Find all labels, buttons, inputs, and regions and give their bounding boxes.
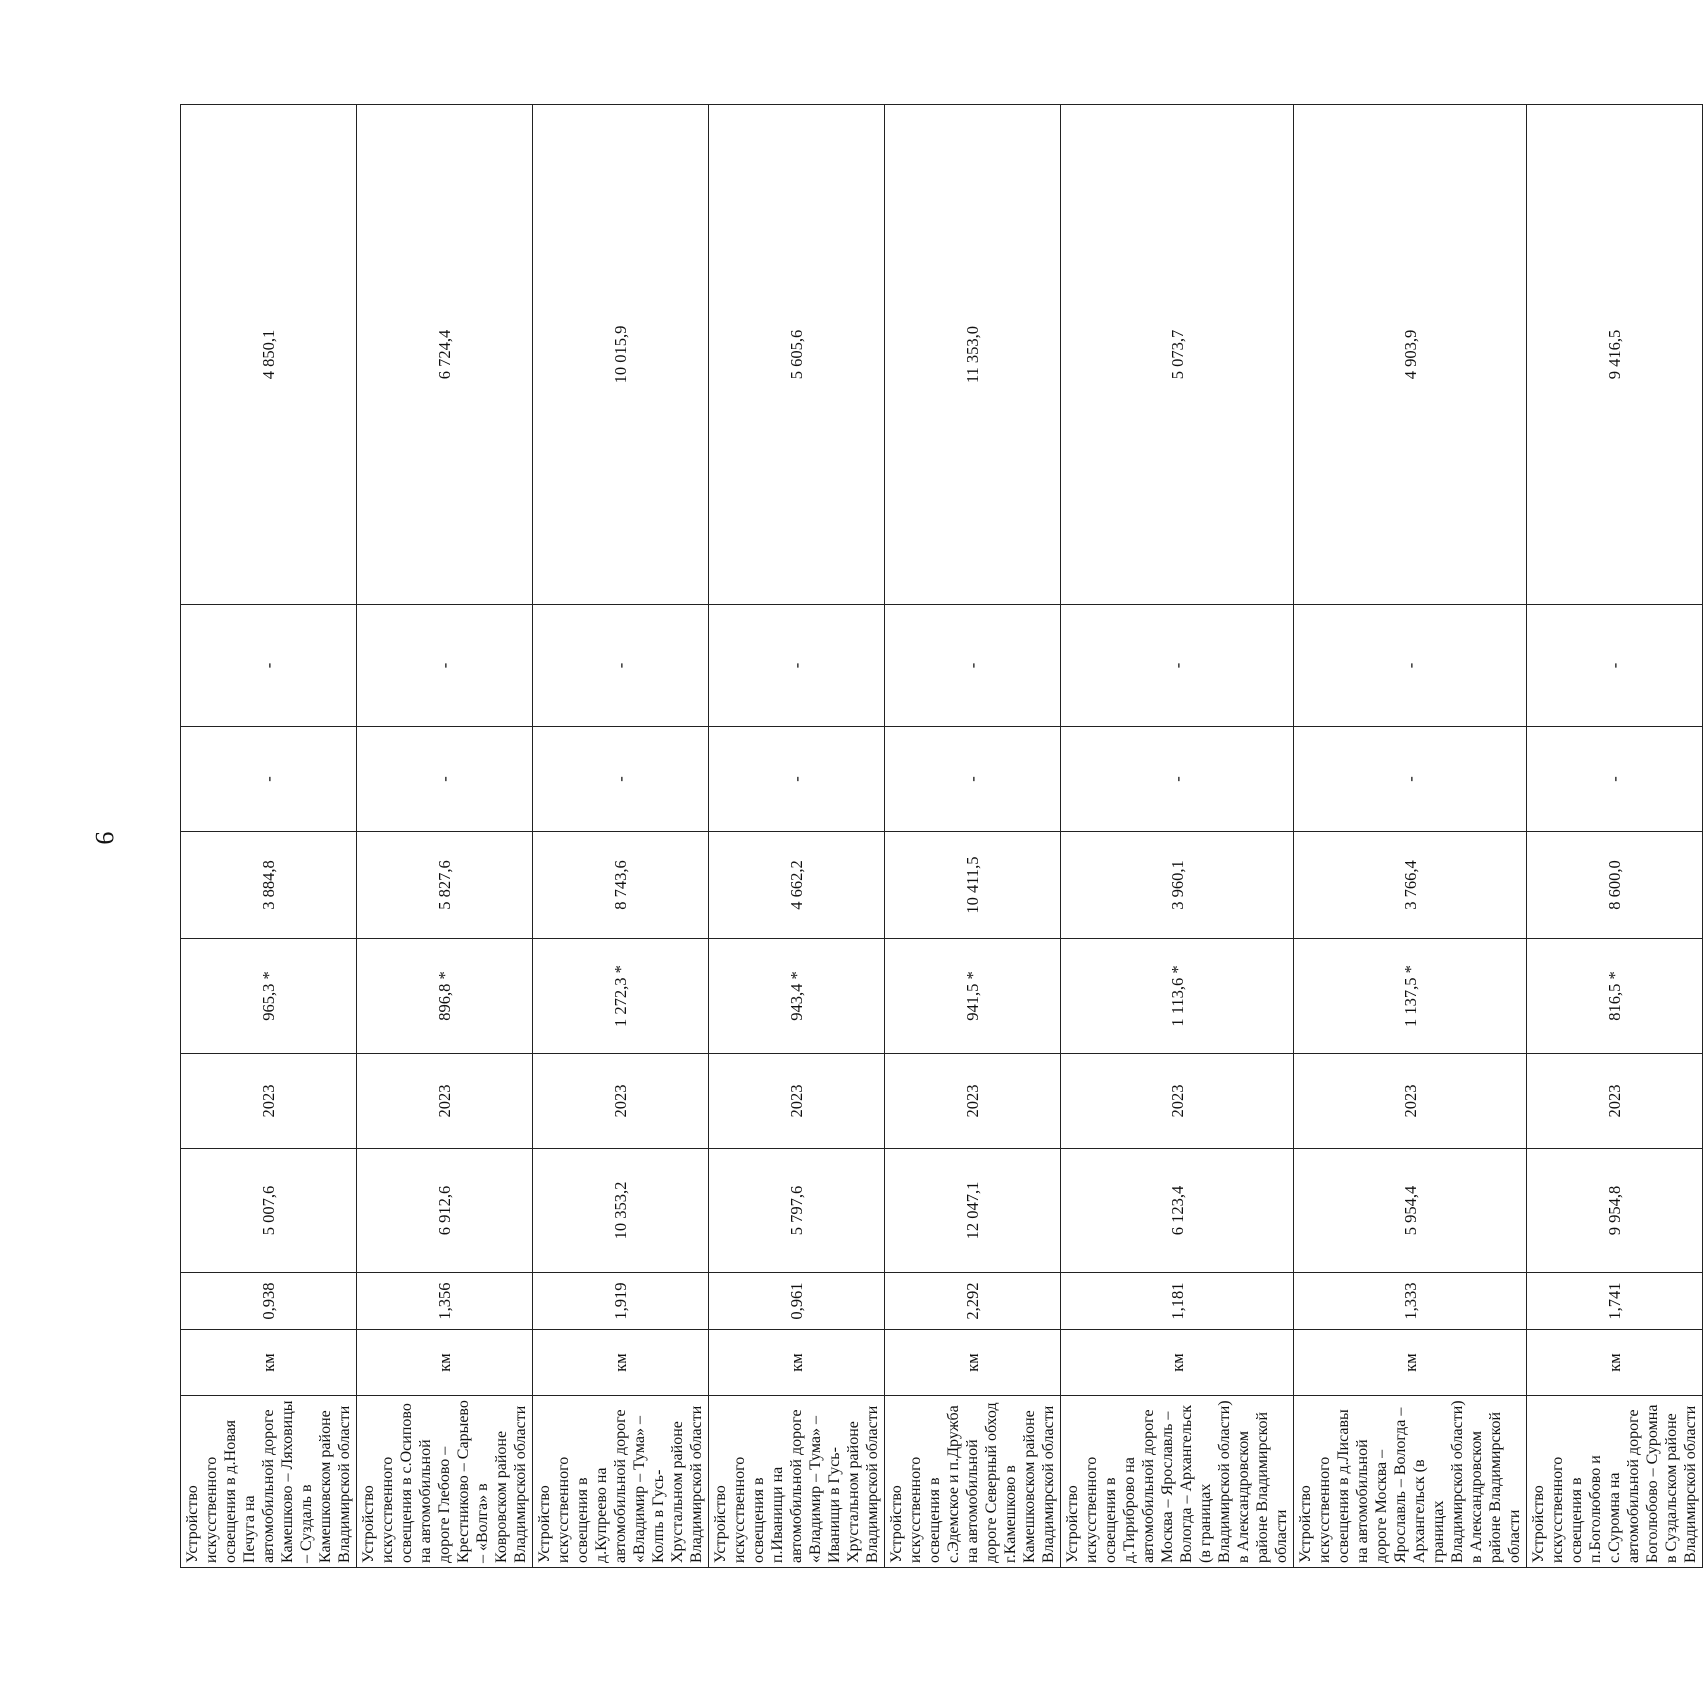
year-cell: 2023 <box>1061 1054 1294 1149</box>
unit-cell: км <box>1061 1330 1294 1396</box>
table-row <box>1061 105 1294 1568</box>
amount-cell: 896,8 * <box>357 939 533 1054</box>
length-cell: 0,938 <box>181 1273 357 1330</box>
total-cell: 5 605,6 <box>709 105 885 605</box>
description-cell: Устройство искусственного освещения в п.Иванищи на автомобильной дороге «Владимир – Тума» – Иванищи в Гусь-Хрустальном районе Владимирской области <box>709 1396 885 1568</box>
total-cell: 6 724,4 <box>357 105 533 605</box>
description-cell: Устройство искусственного освещения в п.Боголюбово и с.Суромна на автомобильной дороге Боголюбово – Суромна в Суздальском районе Владимирской области <box>1527 1396 1703 1568</box>
amount-cell: 10 411,5 <box>885 832 1061 939</box>
dash-cell: - <box>357 727 533 832</box>
amount-cell: 4 662,2 <box>709 832 885 939</box>
amount-cell: 3 766,4 <box>1294 832 1527 939</box>
length-cell: 1,333 <box>1294 1273 1527 1330</box>
cost-cell: 5 954,4 <box>1294 1149 1527 1273</box>
description-cell: Устройство искусственного освещения в д.Тириброво на автомобильной дороге Москва – Ярославль – Вологда – Архангельск (в границах Владимирской области) в Александровском районе Владимирской области <box>1061 1396 1294 1568</box>
dash-cell: - <box>1294 727 1527 832</box>
amount-cell: 816,5 * <box>1527 939 1703 1054</box>
amount-cell: 8 600,0 <box>1527 832 1703 939</box>
cost-cell: 9 954,8 <box>1527 1149 1703 1273</box>
amount-cell: 8 743,6 <box>533 832 709 939</box>
dash-cell: - <box>181 605 357 727</box>
table-row <box>709 105 885 1568</box>
unit-cell: км <box>709 1330 885 1396</box>
description-cell: Устройство искусственного освещения в д.Новая Печуга на автомобильной дороге Камешково – Ляховицы – Суздаль в Камешковском районе Владимирской области <box>181 1396 357 1568</box>
length-cell: 1,741 <box>1527 1273 1703 1330</box>
total-cell: 11 353,0 <box>885 105 1061 605</box>
total-cell: 10 015,9 <box>533 105 709 605</box>
dash-cell: - <box>1527 605 1703 727</box>
unit-cell: км <box>181 1330 357 1396</box>
year-cell: 2023 <box>709 1054 885 1149</box>
unit-cell: км <box>1294 1330 1527 1396</box>
table-row <box>1527 105 1703 1568</box>
unit-cell: км <box>357 1330 533 1396</box>
dash-cell: - <box>1061 727 1294 832</box>
description-cell: Устройство искусственного освещения в с.Эдемское и п.Дружба на автомобильной дороге Северный обход г.Камешково в Камешковском районе Владимирской области <box>885 1396 1061 1568</box>
table-row <box>181 105 357 1568</box>
cost-cell: 6 912,6 <box>357 1149 533 1273</box>
work-items-table <box>180 104 1703 1568</box>
amount-cell: 1 113,6 * <box>1061 939 1294 1054</box>
dash-cell: - <box>1294 605 1527 727</box>
cost-cell: 5 797,6 <box>709 1149 885 1273</box>
page-number: 9 <box>90 831 119 845</box>
dash-cell: - <box>709 605 885 727</box>
amount-cell: 5 827,6 <box>357 832 533 939</box>
dash-cell: - <box>1061 605 1294 727</box>
year-cell: 2023 <box>181 1054 357 1149</box>
total-cell: 4 903,9 <box>1294 105 1527 605</box>
amount-cell: 941,5 * <box>885 939 1061 1054</box>
dash-cell: - <box>885 727 1061 832</box>
dash-cell: - <box>181 727 357 832</box>
unit-cell: км <box>533 1330 709 1396</box>
length-cell: 2,292 <box>885 1273 1061 1330</box>
table-row <box>1294 105 1527 1568</box>
amount-cell: 1 272,3 * <box>533 939 709 1054</box>
table-row <box>357 105 533 1568</box>
length-cell: 0,961 <box>709 1273 885 1330</box>
cost-cell: 12 047,1 <box>885 1149 1061 1273</box>
unit-cell: км <box>1527 1330 1703 1396</box>
total-cell: 5 073,7 <box>1061 105 1294 605</box>
total-cell: 4 850,1 <box>181 105 357 605</box>
dash-cell: - <box>357 605 533 727</box>
table-row <box>533 105 709 1568</box>
amount-cell: 3 960,1 <box>1061 832 1294 939</box>
year-cell: 2023 <box>1294 1054 1527 1149</box>
dash-cell: - <box>885 605 1061 727</box>
dash-cell: - <box>709 727 885 832</box>
amount-cell: 965,3 * <box>181 939 357 1054</box>
length-cell: 1,919 <box>533 1273 709 1330</box>
year-cell: 2023 <box>357 1054 533 1149</box>
year-cell: 2023 <box>1527 1054 1703 1149</box>
description-cell: Устройство искусственного освещения в д.Лисавы на автомобильной дороге Москва – Ярославль – Вологда – Архангельск (в границах Владимирской области) в Александровском районе Владимирской области <box>1294 1396 1527 1568</box>
year-cell: 2023 <box>533 1054 709 1149</box>
table-row <box>885 105 1061 1568</box>
description-cell: Устройство искусственного освещения в д.Купреево на автомобильной дороге «Владимир – Тума» – Колпь в Гусь-Хрустальном районе Владимирской области <box>533 1396 709 1568</box>
cost-cell: 5 007,6 <box>181 1149 357 1273</box>
table-rotated-container <box>180 105 1699 1568</box>
dash-cell: - <box>533 727 709 832</box>
amount-cell: 1 137,5 * <box>1294 939 1527 1054</box>
description-cell: Устройство искусственного освещения в с.Осипово на автомобильной дороге Глебово – Крестниково – Сарыево – «Волга» в Ковровском районе Владимирской области <box>357 1396 533 1568</box>
amount-cell: 3 884,8 <box>181 832 357 939</box>
dash-cell: - <box>1527 727 1703 832</box>
year-cell: 2023 <box>885 1054 1061 1149</box>
length-cell: 1,181 <box>1061 1273 1294 1330</box>
unit-cell: км <box>885 1330 1061 1396</box>
total-cell: 9 416,5 <box>1527 105 1703 605</box>
cost-cell: 10 353,2 <box>533 1149 709 1273</box>
amount-cell: 943,4 * <box>709 939 885 1054</box>
length-cell: 1,356 <box>357 1273 533 1330</box>
dash-cell: - <box>533 605 709 727</box>
cost-cell: 6 123,4 <box>1061 1149 1294 1273</box>
